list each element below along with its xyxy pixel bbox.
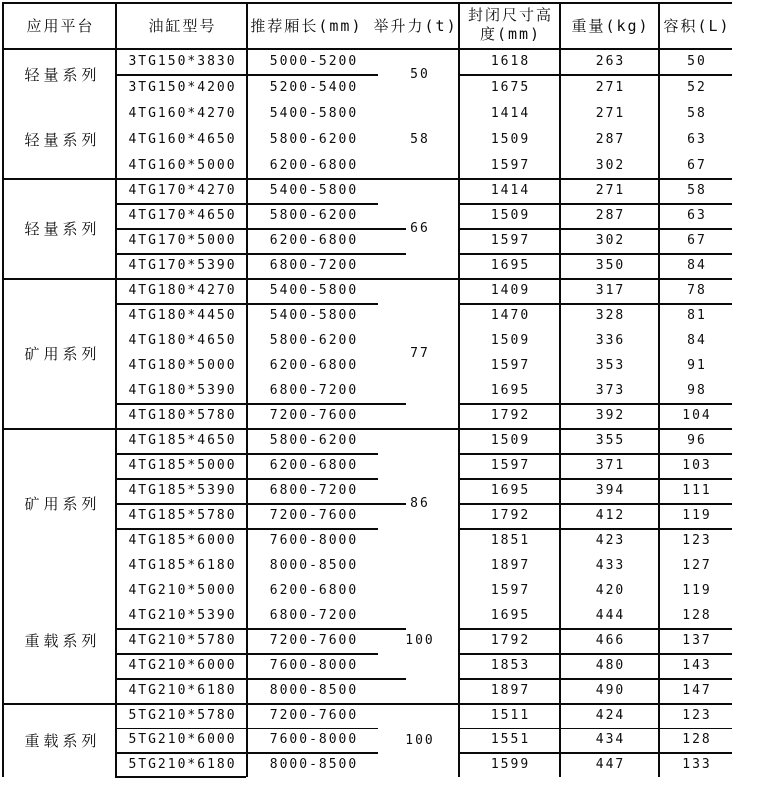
row-separator-right xyxy=(458,628,732,630)
cell-height: 1675 xyxy=(490,79,531,95)
platform-label: 矿用系列 xyxy=(24,494,101,513)
row-separator-left xyxy=(115,678,406,680)
platform-label: 重载系列 xyxy=(24,731,101,750)
cell-height: 1597 xyxy=(490,358,531,373)
cell-length: 5800-6200 xyxy=(269,208,359,223)
cell-volume: 96 xyxy=(687,433,707,448)
table-border-vertical xyxy=(458,2,460,777)
platform-label: 矿用系列 xyxy=(24,344,101,363)
table-border-top xyxy=(2,2,732,4)
row-separator-right xyxy=(458,528,732,530)
cell-weight: 394 xyxy=(595,483,626,498)
cell-weight: 480 xyxy=(595,658,626,673)
row-separator-left xyxy=(115,503,406,505)
cell-volume: 147 xyxy=(682,683,712,698)
cell-length: 8000-8500 xyxy=(269,558,359,573)
row-separator-right xyxy=(458,478,732,480)
cell-volume: 67 xyxy=(687,157,707,173)
cell-weight: 447 xyxy=(595,757,626,773)
table-border-vertical xyxy=(559,2,561,777)
cell-length: 6200-6800 xyxy=(269,458,359,473)
cell-model: 4TG185*5390 xyxy=(128,483,237,498)
cell-model: 4TG210*5000 xyxy=(128,583,237,598)
cell-height: 1409 xyxy=(490,283,531,298)
cell-height: 1695 xyxy=(490,608,531,623)
cell-weight: 392 xyxy=(595,408,626,423)
cell-weight: 423 xyxy=(595,533,626,548)
header-closed-height-line2: 度(mm) xyxy=(479,25,542,43)
cell-length: 5800-6200 xyxy=(269,433,359,448)
cell-weight: 350 xyxy=(595,258,626,273)
row-separator-left xyxy=(115,228,406,230)
cell-height: 1509 xyxy=(490,433,531,448)
cell-weight: 420 xyxy=(595,583,626,598)
cell-weight: 271 xyxy=(595,79,626,95)
force-value: 100 xyxy=(405,732,435,748)
row-separator-left xyxy=(115,528,378,530)
row-separator-left xyxy=(115,74,378,76)
row-separator-right xyxy=(458,678,732,680)
cell-model: 4TG210*5390 xyxy=(128,608,237,623)
row-separator-left xyxy=(115,628,406,630)
cell-height: 1597 xyxy=(490,458,531,473)
cell-volume: 119 xyxy=(682,583,712,598)
cell-volume: 123 xyxy=(682,533,712,548)
cell-length: 5800-6200 xyxy=(269,131,359,147)
cell-volume: 58 xyxy=(687,183,707,198)
cell-height: 1695 xyxy=(490,483,531,498)
header-underline xyxy=(2,48,732,50)
cell-weight: 302 xyxy=(595,157,626,173)
table-border-vertical xyxy=(115,2,117,777)
cell-height: 1414 xyxy=(490,105,531,121)
cell-model: 4TG180*5780 xyxy=(128,408,237,423)
cell-volume: 143 xyxy=(682,658,712,673)
cell-weight: 373 xyxy=(595,383,626,398)
cell-height: 1509 xyxy=(490,333,531,348)
cell-volume: 103 xyxy=(682,458,712,473)
cell-model: 4TG185*6180 xyxy=(128,558,237,573)
cell-weight: 424 xyxy=(595,707,626,723)
cell-model: 4TG170*4650 xyxy=(128,208,237,223)
row-separator-left xyxy=(115,728,378,730)
cell-model: 4TG160*4650 xyxy=(128,131,237,147)
cell-model: 4TG170*5390 xyxy=(128,258,237,273)
cell-model: 3TG150*4200 xyxy=(128,79,237,95)
platform-label: 轻量系列 xyxy=(24,219,101,238)
cell-model: 4TG180*4650 xyxy=(128,333,237,348)
cell-weight: 271 xyxy=(595,183,626,198)
cell-volume: 81 xyxy=(687,308,707,323)
cell-length: 5400-5800 xyxy=(269,283,359,298)
cell-model: 4TG170*4270 xyxy=(128,183,237,198)
row-separator-left xyxy=(115,203,378,205)
row-separator-left xyxy=(115,752,378,754)
cell-height: 1792 xyxy=(490,408,531,423)
cell-model: 5TG210*6180 xyxy=(128,757,237,773)
cell-volume: 133 xyxy=(682,757,712,773)
cell-model: 4TG210*5780 xyxy=(128,633,237,648)
cell-volume: 128 xyxy=(682,608,712,623)
cell-weight: 490 xyxy=(595,683,626,698)
section-boundary-line xyxy=(2,178,732,180)
force-value: 66 xyxy=(410,220,430,236)
cell-length: 6200-6800 xyxy=(269,233,359,248)
cell-volume: 119 xyxy=(682,508,712,523)
cell-volume: 52 xyxy=(687,79,707,95)
cell-volume: 111 xyxy=(682,483,712,498)
section-boundary-line xyxy=(2,278,732,280)
cell-volume: 63 xyxy=(687,208,707,223)
cell-model: 4TG160*5000 xyxy=(128,157,237,173)
row-separator-right xyxy=(458,253,732,255)
cell-model: 4TG180*4450 xyxy=(128,308,237,323)
row-separator-left xyxy=(115,303,378,305)
cell-volume: 123 xyxy=(682,707,712,723)
cell-volume: 58 xyxy=(687,105,707,121)
cell-volume: 104 xyxy=(682,408,712,423)
cell-height: 1695 xyxy=(490,258,531,273)
cell-weight: 434 xyxy=(595,732,626,748)
cell-length: 5400-5800 xyxy=(269,183,359,198)
cell-volume: 67 xyxy=(687,233,707,248)
cell-model: 5TG210*6000 xyxy=(128,732,237,748)
cell-weight: 317 xyxy=(595,283,626,298)
platform-label: 重载系列 xyxy=(24,632,101,650)
header-platform: 应用平台 xyxy=(26,16,95,35)
row-separator-left xyxy=(115,478,378,480)
cell-volume: 84 xyxy=(687,333,707,348)
row-separator-right xyxy=(458,403,732,405)
cell-volume: 128 xyxy=(682,732,712,748)
cell-length: 7200-7600 xyxy=(269,408,359,423)
force-value: 77 xyxy=(410,345,430,361)
cell-length: 6800-7200 xyxy=(269,483,359,498)
cell-height: 1511 xyxy=(490,707,531,723)
cell-weight: 328 xyxy=(595,308,626,323)
row-separator-right xyxy=(458,503,732,505)
cell-length: 7600-8000 xyxy=(269,732,359,748)
cell-height: 1509 xyxy=(490,131,531,147)
cell-height: 1695 xyxy=(490,383,531,398)
row-separator-left xyxy=(115,253,406,255)
cell-length: 6800-7200 xyxy=(269,383,359,398)
bottom-stub-line xyxy=(115,776,246,778)
cell-weight: 466 xyxy=(595,633,626,648)
cell-length: 6800-7200 xyxy=(269,258,359,273)
cell-weight: 302 xyxy=(595,233,626,248)
table-border-vertical xyxy=(246,2,248,777)
cell-volume: 78 xyxy=(687,283,707,298)
cell-volume: 137 xyxy=(682,633,712,648)
cell-height: 1851 xyxy=(490,533,531,548)
cell-height: 1897 xyxy=(490,683,531,698)
header-closed-height-line1: 封闭尺寸高 xyxy=(467,6,553,24)
cell-volume: 84 xyxy=(687,258,707,273)
cell-model: 4TG170*5000 xyxy=(128,233,237,248)
table-border-vertical xyxy=(658,2,660,777)
cell-volume: 98 xyxy=(687,383,707,398)
cell-model: 4TG160*4270 xyxy=(128,105,237,121)
cell-length: 7600-8000 xyxy=(269,658,359,673)
cell-height: 1792 xyxy=(490,508,531,523)
cell-length: 5400-5800 xyxy=(269,105,359,121)
row-separator-right xyxy=(458,453,732,455)
cell-length: 8000-8500 xyxy=(269,683,359,698)
cell-length: 7200-7600 xyxy=(269,633,359,648)
cell-model: 4TG180*5390 xyxy=(128,383,237,398)
force-value: 86 xyxy=(410,495,430,511)
cell-length: 6200-6800 xyxy=(269,358,359,373)
header-closed-height xyxy=(458,2,561,48)
cell-weight: 444 xyxy=(595,608,626,623)
cell-model: 4TG210*6000 xyxy=(128,658,237,673)
section-boundary-line xyxy=(2,703,732,705)
row-separator-left xyxy=(115,453,378,455)
cell-height: 1853 xyxy=(490,658,531,673)
platform-label: 轻量系列 xyxy=(24,65,101,84)
force-value: 100 xyxy=(405,633,435,648)
row-separator-right xyxy=(458,653,732,655)
cell-model: 3TG150*3830 xyxy=(128,53,237,69)
cell-length: 8000-8500 xyxy=(269,757,359,773)
row-separator-right xyxy=(458,74,732,76)
cell-length: 5200-5400 xyxy=(269,79,359,95)
row-separator-left xyxy=(115,653,378,655)
cell-weight: 287 xyxy=(595,131,626,147)
cell-volume: 127 xyxy=(682,558,712,573)
platform-label: 轻量系列 xyxy=(24,130,101,149)
cell-length: 5400-5800 xyxy=(269,308,359,323)
cell-weight: 336 xyxy=(595,333,626,348)
force-value: 58 xyxy=(410,131,430,147)
header-length-force: 推荐厢长(mm) 举升力(t) xyxy=(250,16,458,35)
cell-weight: 433 xyxy=(595,558,626,573)
cell-length: 6800-7200 xyxy=(269,608,359,623)
cell-height: 1470 xyxy=(490,308,531,323)
cell-height: 1597 xyxy=(490,233,531,248)
row-separator-right xyxy=(458,303,732,305)
cell-height: 1551 xyxy=(490,732,531,748)
cell-height: 1597 xyxy=(490,157,531,173)
cell-length: 5800-6200 xyxy=(269,333,359,348)
cell-weight: 371 xyxy=(595,458,626,473)
cell-height: 1792 xyxy=(490,633,531,648)
row-separator-left xyxy=(115,403,406,405)
cell-model: 4TG185*5780 xyxy=(128,508,237,523)
cell-volume: 63 xyxy=(687,131,707,147)
header-weight: 重量(kg) xyxy=(571,16,650,35)
cell-length: 7200-7600 xyxy=(269,707,359,723)
force-value: 50 xyxy=(410,66,430,82)
cell-height: 1509 xyxy=(490,208,531,223)
cell-model: 4TG180*5000 xyxy=(128,358,237,373)
cell-height: 1897 xyxy=(490,558,531,573)
cell-length: 7600-8000 xyxy=(269,533,359,548)
cell-volume: 50 xyxy=(687,53,707,69)
cell-model: 4TG185*5000 xyxy=(128,458,237,473)
header-model: 油缸型号 xyxy=(148,16,217,35)
section-boundary-line xyxy=(2,428,732,430)
cell-height: 1414 xyxy=(490,183,531,198)
row-separator-right xyxy=(458,228,732,230)
cell-model: 4TG185*4650 xyxy=(128,433,237,448)
cell-model: 4TG210*6180 xyxy=(128,683,237,698)
cell-model: 4TG185*6000 xyxy=(128,533,237,548)
row-separator-right xyxy=(458,203,732,205)
cell-length: 5000-5200 xyxy=(269,53,359,69)
cell-height: 1597 xyxy=(490,583,531,598)
cell-weight: 355 xyxy=(595,433,626,448)
table-border-vertical xyxy=(2,2,4,777)
row-separator-right xyxy=(458,752,732,754)
cell-model: 4TG180*4270 xyxy=(128,283,237,298)
cell-volume: 91 xyxy=(687,358,707,373)
cell-height: 1599 xyxy=(490,757,531,773)
cell-model: 5TG210*5780 xyxy=(128,707,237,723)
cell-weight: 287 xyxy=(595,208,626,223)
cell-length: 6200-6800 xyxy=(269,157,359,173)
cell-height: 1618 xyxy=(490,53,531,69)
cell-length: 7200-7600 xyxy=(269,508,359,523)
cell-weight: 271 xyxy=(595,105,626,121)
row-separator-right xyxy=(458,728,732,730)
cell-weight: 353 xyxy=(595,358,626,373)
header-volume: 容积(L) xyxy=(663,16,731,35)
cell-length: 6200-6800 xyxy=(269,583,359,598)
cell-weight: 412 xyxy=(595,508,626,523)
cell-weight: 263 xyxy=(595,53,626,69)
